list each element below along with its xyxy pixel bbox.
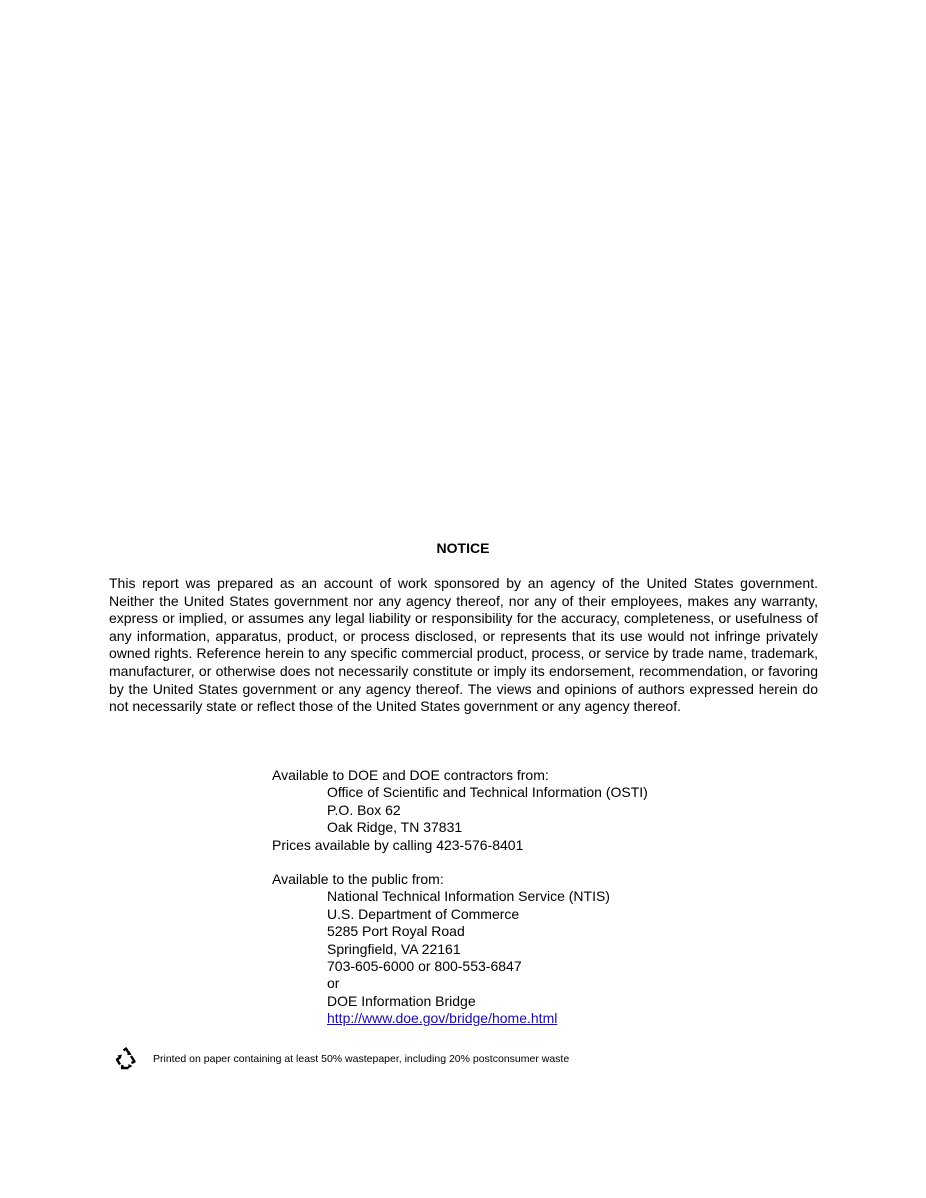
ntis-department: U.S. Department of Commerce: [327, 905, 520, 922]
ntis-city: Springfield, VA 22161: [327, 940, 461, 957]
osti-office: Office of Scientific and Technical Information (OSTI): [327, 784, 648, 801]
osti-prices: Prices available by calling 423-576-8401: [272, 836, 524, 853]
bridge-link[interactable]: http://www.doe.gov/bridge/home.html: [327, 1010, 558, 1027]
osti-city: Oak Ridge, TN 37831: [327, 819, 463, 836]
notice-body: This report was prepared as an account of work sponsored by an agency of the United States government. Neither the United States government nor any agency thereof, nor any of their employees, makes any warranty, express or implied, or assumes any legal liability or responsibility for the accuracy, completeness, or usefulness of any information, apparatus, product, or process disclosed, or represents that its use would not infringe privately owned rights. Reference herein to any specific commercial product, process, or service by trade name, trademark, manufacturer, or otherwise does not necessarily constitute or imply its endorsement, recommendation, or favoring by the United States government or any agency thereof. The views and opinions of authors expressed herein do not necessarily state or reflect those of the United States government or any agency thereof.: [109, 575, 818, 715]
footer: [114, 1047, 569, 1071]
doe-heading: Available to DOE and DOE contractors from:: [272, 767, 549, 783]
bridge-link-line: [272, 1010, 610, 1027]
doe-availability-block: [272, 767, 648, 854]
ntis-service: National Technical Information Service (NTIS): [327, 888, 610, 905]
public-availability-block: [272, 871, 610, 1028]
recycle-icon: [114, 1047, 138, 1071]
ntis-street: 5285 Port Royal Road: [327, 923, 465, 940]
or-separator: or: [327, 975, 340, 992]
notice-title: NOTICE: [436, 540, 490, 556]
public-heading: Available to the public from:: [272, 871, 444, 887]
ntis-phones: 703-605-6000 or 800-553-6847: [327, 958, 522, 975]
osti-po-box: P.O. Box 62: [327, 801, 401, 818]
bridge-name: DOE Information Bridge: [327, 992, 476, 1009]
recycled-paper-note: Printed on paper containing at least 50% wastepaper, including 20% postconsumer waste: [153, 1053, 570, 1065]
